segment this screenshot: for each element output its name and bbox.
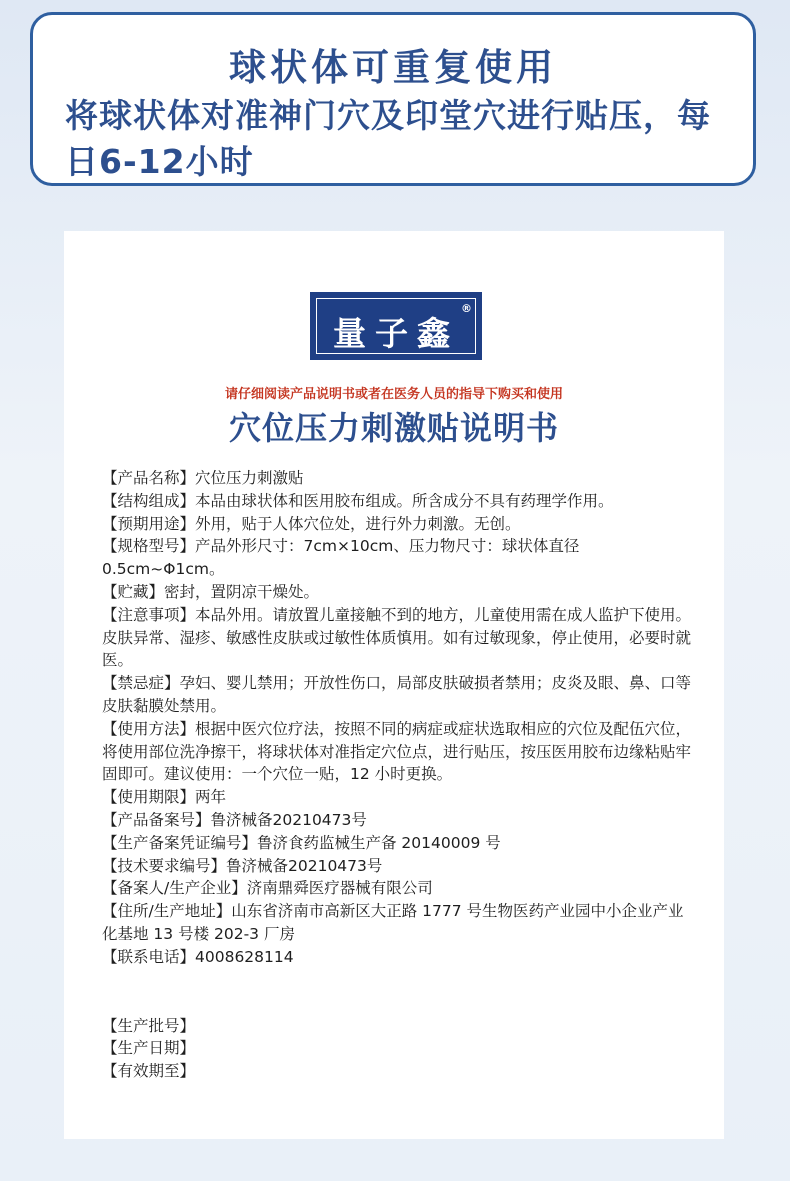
item-intended-use: 【预期用途】外用，贴于人体穴位处，进行外力刺激。无创。 <box>102 514 521 533</box>
spacer <box>102 969 694 1015</box>
item-specification: 【规格型号】产品外形尺寸：7cm×10cm、压力物尺寸：球状体直径0.5cm~Φ1cm。 <box>102 537 580 579</box>
header-title: 球状体可重复使用 <box>229 46 557 89</box>
header-subtitle: 将球状体对准神门穴及印堂穴进行贴压，每日6-12小时 <box>65 96 711 181</box>
item-contraindications: 【禁忌症】孕妇、婴儿禁用；开放性伤口，局部皮肤破损者禁用；皮炎及眼、鼻、口等皮肤黏膜处禁用。 <box>102 674 692 715</box>
item-shelf-life: 【使用期限】两年 <box>102 788 227 807</box>
item-precautions: 【注意事项】本品外用。请放置儿童接触不到的地方，儿童使用需在成人监护下使用。皮肤异常、湿疹、敏感性皮肤或过敏性体质慎用。如有过敏现象，停止使用，必要时就医。 <box>102 605 692 670</box>
item-product-record-no: 【产品备案号】鲁济械备20210473号 <box>102 810 367 829</box>
header-banner <box>30 12 756 186</box>
item-address: 【住所/生产地址】山东省济南市高新区大正路 1777 号生物医药产业园中小企业产业化基地 13 号楼 202-3 厂房 <box>102 902 684 943</box>
purchase-warning: 请仔细阅读产品说明书或者在医务人员的指导下购买和使用 <box>224 387 563 402</box>
document-title: 穴位压力刺激贴说明书 <box>228 409 559 447</box>
item-technical-requirement-no: 【技术要求编号】鲁济械备20210473号 <box>102 856 383 875</box>
item-manufacturer: 【备案人/生产企业】济南鼎舜医疗器械有限公司 <box>102 879 433 898</box>
instruction-content <box>102 467 694 1083</box>
item-expiry-date: 【有效期至】 <box>102 1062 196 1081</box>
brand-logo <box>310 292 482 360</box>
registered-mark: ® <box>461 302 472 315</box>
item-phone: 【联系电话】4008628114 <box>102 947 294 966</box>
item-product-name: 【产品名称】穴位压力刺激贴 <box>102 469 304 487</box>
instruction-sheet <box>64 231 724 1139</box>
item-production-record-no: 【生产备案凭证编号】鲁济食药监械生产备 20140009 号 <box>102 833 501 852</box>
item-production-date: 【生产日期】 <box>102 1039 196 1058</box>
item-batch-no: 【生产批号】 <box>102 1016 196 1035</box>
item-usage: 【使用方法】根据中医穴位疗法，按照不同的病症或症状选取相应的穴位及配伍穴位，将使用部位洗净擦干，将球状体对准指定穴位点，进行贴压，按压医用胶布边缘粘贴牢固即可。建议使用：一个穴位一贴，12 小时更换。 <box>102 719 692 784</box>
item-storage: 【贮藏】密封，置阴凉干燥处。 <box>102 582 320 601</box>
item-structure: 【结构组成】本品由球状体和医用胶布组成。所含成分不具有药理学作用。 <box>102 491 614 510</box>
brand-logo-text: 量子鑫 <box>333 314 459 353</box>
